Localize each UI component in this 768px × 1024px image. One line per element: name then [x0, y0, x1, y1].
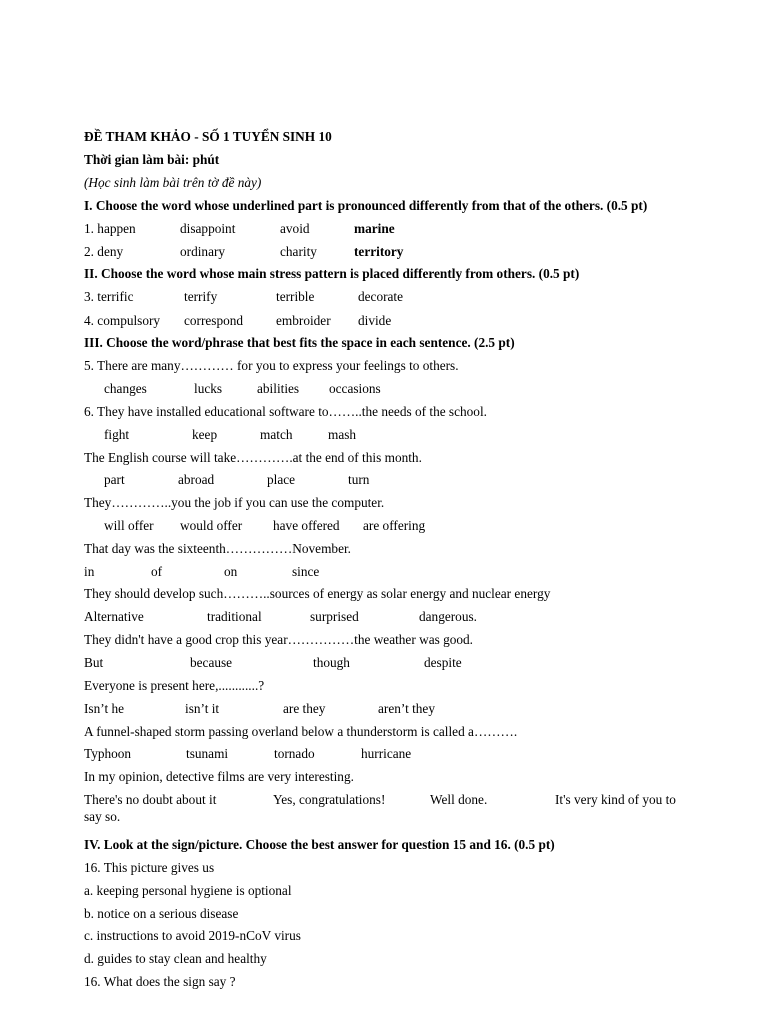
option: lucks	[194, 381, 223, 396]
option: of	[151, 564, 163, 579]
option: tsunami	[186, 746, 229, 761]
option: are offering	[363, 518, 426, 533]
option: though	[313, 655, 350, 670]
option: fight	[104, 427, 130, 442]
option: 4. compulsory	[84, 313, 161, 328]
question-9-options	[0, 564, 768, 580]
question-16-option-d: d. guides to stay clean and healthy	[84, 951, 267, 966]
option: correspond	[184, 313, 244, 328]
question-14-continuation: say so.	[84, 809, 121, 824]
question-13-options	[0, 746, 768, 762]
option: It's very kind of you to	[555, 792, 676, 807]
question-14-options	[0, 792, 768, 808]
question-16-option-c: c. instructions to avoid 2019-nCoV virus	[84, 928, 301, 943]
option: isn’t it	[185, 701, 220, 716]
option: ordinary	[180, 244, 226, 259]
question-12-options	[0, 701, 768, 717]
option: 1. happen	[84, 221, 136, 236]
question-16: 16. This picture gives us	[84, 860, 215, 875]
option: will offer	[104, 518, 154, 533]
question-8: They…………..you the job if you can use the computer.	[84, 495, 385, 510]
option: terrify	[184, 289, 218, 304]
option: Typhoon	[84, 746, 132, 761]
option: terrible	[276, 289, 315, 304]
option: charity	[280, 244, 317, 259]
option: dangerous.	[419, 609, 477, 624]
option: Yes, congratulations!	[273, 792, 386, 807]
question-11: They didn't have a good crop this year……………the weather was good.	[84, 632, 474, 647]
option: divide	[358, 313, 392, 328]
option: keep	[192, 427, 218, 442]
option: changes	[104, 381, 147, 396]
option: on	[224, 564, 238, 579]
option: abroad	[178, 472, 215, 487]
option: part	[104, 472, 125, 487]
question-4	[0, 313, 768, 329]
option: turn	[348, 472, 370, 487]
question-7: The English course will take………….at the end of this month.	[84, 450, 422, 465]
option: occasions	[329, 381, 381, 396]
option: hurricane	[361, 746, 412, 761]
section-3-heading: III. Choose the word/phrase that best fits the space in each sentence. (2.5 pt)	[84, 335, 515, 350]
option: mash	[328, 427, 357, 442]
question-10-options	[0, 609, 768, 625]
question-16-sign: 16. What does the sign say ?	[84, 974, 236, 989]
option: disappoint	[180, 221, 236, 236]
question-7-options	[0, 472, 768, 488]
exam-time: Thời gian làm bài: phút	[84, 152, 220, 167]
option: aren’t they	[378, 701, 435, 716]
section-1-heading: I. Choose the word whose underlined part is pronounced differently from that of the others. (0.5 pt)	[84, 198, 648, 213]
option: territory	[354, 244, 404, 259]
option: Well done.	[430, 792, 488, 807]
option: tornado	[274, 746, 315, 761]
option: are they	[283, 701, 326, 716]
option: But	[84, 655, 104, 670]
option: in	[84, 564, 95, 579]
option: There's no doubt about it	[84, 792, 217, 807]
question-13: A funnel-shaped storm passing overland below a thunderstorm is called a……….	[84, 724, 518, 739]
option: despite	[424, 655, 462, 670]
question-12: Everyone is present here,............?	[84, 678, 265, 693]
question-16-option-b: b. notice on a serious disease	[84, 906, 239, 921]
question-10: They should develop such………..sources of energy as solar energy and nuclear energy	[84, 586, 551, 601]
option: traditional	[207, 609, 262, 624]
question-1	[0, 221, 768, 237]
option: avoid	[280, 221, 310, 236]
option: abilities	[257, 381, 300, 396]
question-5-options	[0, 381, 768, 397]
option: embroider	[276, 313, 331, 328]
option: Isn’t he	[84, 701, 125, 716]
exam-note: (Học sinh làm bài trên tờ đề này)	[84, 175, 262, 190]
exam-title: ĐỀ THAM KHẢO - SỐ 1 TUYỂN SINH 10	[84, 129, 332, 144]
question-5: 5. There are many………… for you to express your feelings to others.	[84, 358, 459, 373]
option: 3. terrific	[84, 289, 134, 304]
question-11-options	[0, 655, 768, 671]
option: because	[190, 655, 233, 670]
question-6-options	[0, 427, 768, 443]
question-6: 6. They have installed educational software to……..the needs of the school.	[84, 404, 487, 419]
option: would offer	[180, 518, 243, 533]
option: decorate	[358, 289, 404, 304]
question-2	[0, 244, 768, 260]
question-16-option-a: a. keeping personal hygiene is optional	[84, 883, 292, 898]
section-4-heading: IV. Look at the sign/picture. Choose the best answer for question 15 and 16. (0.5 pt)	[84, 837, 555, 852]
section-2-heading: II. Choose the word whose main stress pattern is placed differently from others. (0.5 pt)	[84, 266, 580, 281]
question-3	[0, 289, 768, 305]
question-9: That day was the sixteenth……………November.	[84, 541, 351, 556]
option: Alternative	[84, 609, 144, 624]
option: place	[267, 472, 296, 487]
option: surprised	[310, 609, 359, 624]
option: since	[292, 564, 320, 579]
option: 2. deny	[84, 244, 124, 259]
option: marine	[354, 221, 395, 236]
question-14: In my opinion, detective films are very interesting.	[84, 769, 354, 784]
question-8-options	[0, 518, 768, 534]
option: have offered	[273, 518, 340, 533]
option: match	[260, 427, 293, 442]
